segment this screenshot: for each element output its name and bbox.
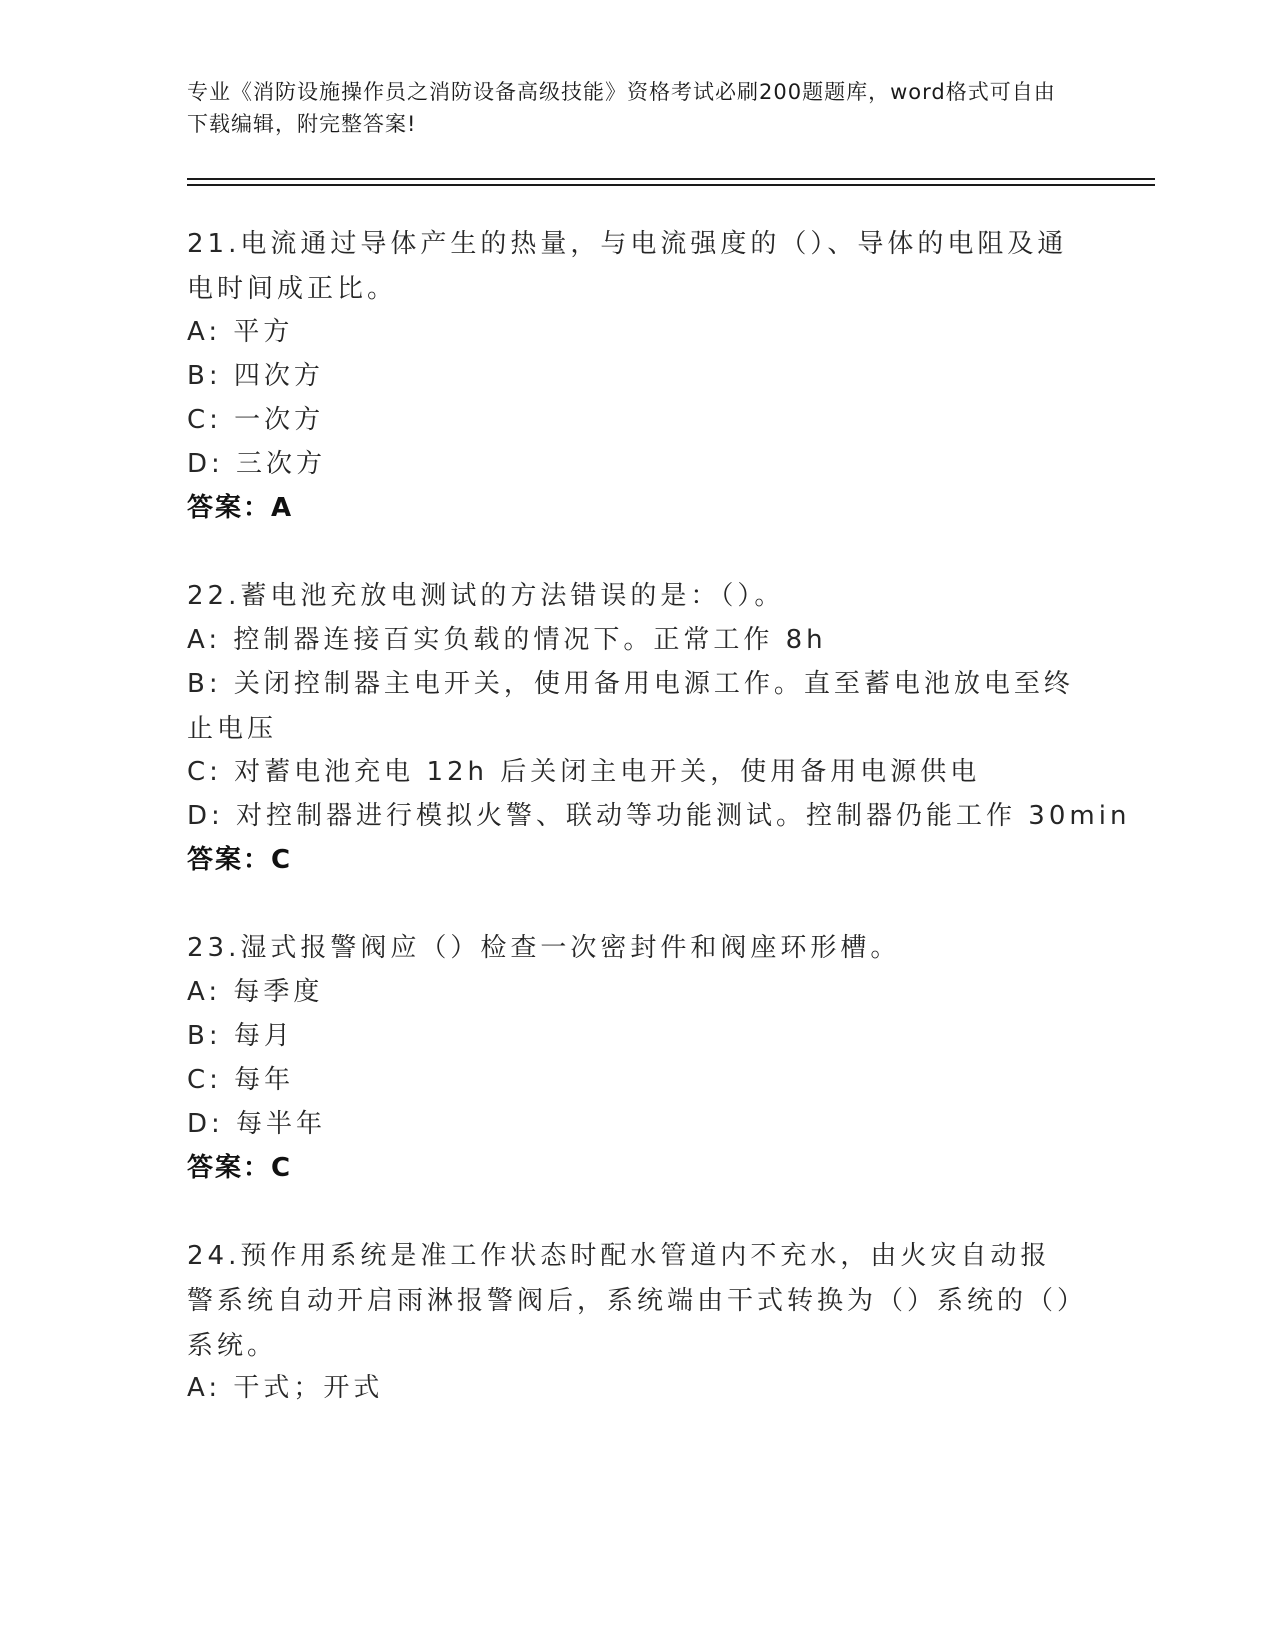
question-22-option-a: A: 控制器连接百实负载的情况下。正常工作 8h (187, 625, 827, 655)
question-21-option-b: B: 四次方 (187, 361, 324, 391)
question-21-answer: 答案：A (187, 493, 294, 523)
question-22-option-c: C: 对蓄电池充电 12h 后关闭主电开关，使用备用电源供电 (187, 757, 981, 787)
question-22-option-b: B: 关闭控制器主电开关，使用备用电源工作。直至蓄电池放电至终止电压 (187, 669, 1074, 744)
question-23-option-c: C: 每年 (187, 1065, 295, 1095)
question-22-answer: 答案：C (187, 845, 293, 875)
header-divider-top (187, 178, 1155, 180)
question-23-answer: 答案：C (187, 1153, 293, 1183)
question-23-option-d: D: 每半年 (187, 1109, 327, 1139)
question-21-option-a: A: 平方 (187, 317, 294, 347)
question-21-option-c: C: 一次方 (187, 405, 325, 435)
document-header: 专业《消防设施操作员之消防设备高级技能》资格考试必刷200题题库，word格式可自由下载编辑，附完整答案! (187, 80, 1056, 136)
question-23-option-b: B: 每月 (187, 1021, 294, 1051)
question-23-text: 23.湿式报警阀应（）检查一次密封件和阀座环形槽。 (187, 933, 901, 963)
header-divider-bottom (187, 184, 1155, 186)
question-22-text: 22.蓄电池充放电测试的方法错误的是：（）。 (187, 581, 785, 611)
question-24-option-a: A: 干式；开式 (187, 1373, 384, 1403)
question-21-text: 21.电流通过导体产生的热量，与电流强度的（）、导体的电阻及通电时间成正比。 (187, 229, 1068, 304)
question-23-option-a: A: 每季度 (187, 977, 324, 1007)
question-24-text: 24.预作用系统是准工作状态时配水管道内不充水，由火灾自动报警系统自动开启雨淋报警阀后，系统端由干式转换为（）系统的（）系统。 (187, 1241, 1075, 1361)
question-22-option-d: D: 对控制器进行模拟火警、联动等功能测试。控制器仍能工作 30min (187, 801, 1131, 831)
question-21-option-d: D: 三次方 (187, 449, 327, 479)
